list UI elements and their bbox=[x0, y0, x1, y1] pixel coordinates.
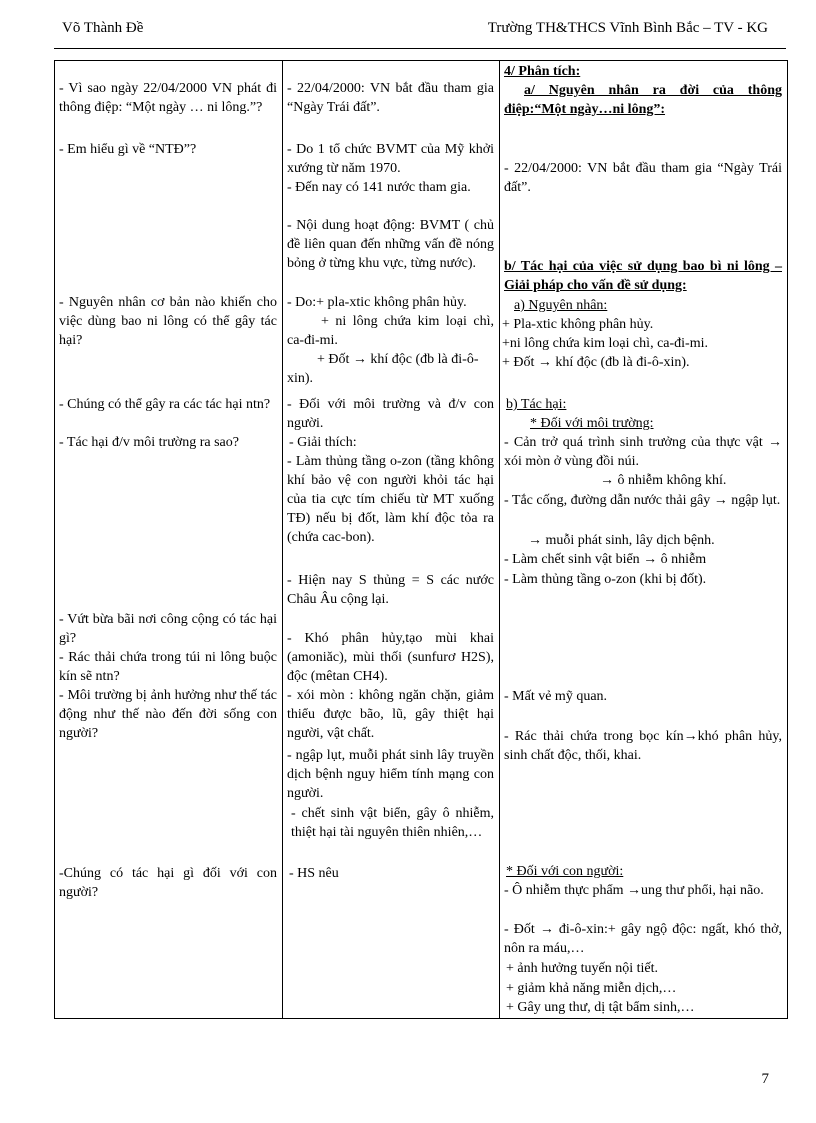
environment-1b: → ô nhiễm không khí. bbox=[600, 473, 727, 488]
human-4: + giảm khả năng miễn dịch,… bbox=[506, 981, 677, 996]
answer-10: - Làm thủng tầng o-zon (tầng không khí bảo vệ con người khỏi tác hại của tia cực tím chiếu từ MT xuống TĐ) nếu bị đốt, làm khí độc tỏa ra (chứa cac-bon). bbox=[287, 454, 494, 545]
cause-2: +ni lông chứa kim loại chì, ca-đi-mi. bbox=[502, 336, 708, 351]
answer-1: - 22/04/2000: VN bắt đầu tham gia “Ngày Trái đất”. bbox=[287, 81, 494, 115]
answer-15: - chết sinh vật biển, gây ô nhiễm, thiệt hại tài nguyên thiên nhiên,… bbox=[291, 806, 494, 840]
header-divider bbox=[54, 48, 786, 49]
answer-8: - Đối với môi trường và đ/v con người. bbox=[287, 397, 494, 431]
lesson-table bbox=[54, 60, 788, 1019]
section-title: 4/ Phân tích: bbox=[504, 64, 581, 79]
human-2: - Đốt → đi-ô-xin:+ gây ngộ độc: ngất, khó thở, nôn ra máu,… bbox=[504, 922, 782, 956]
environment-title: * Đối với môi trường: bbox=[530, 416, 654, 431]
question-3: - Nguyên nhân cơ bản nào khiến cho việc dùng bao ni lông có thể gây tác hại? bbox=[59, 295, 277, 348]
question-5: - Tác hại đ/v môi trường ra sao? bbox=[59, 435, 239, 450]
answer-3: - Đến nay có 141 nước tham gia. bbox=[287, 180, 471, 195]
answer-16: - HS nêu bbox=[289, 866, 339, 881]
human-title: * Đối với con người: bbox=[506, 864, 624, 879]
question-2: - Em hiểu gì về “NTĐ”? bbox=[59, 142, 197, 157]
environment-2b: → muỗi phát sinh, lây dịch bệnh. bbox=[528, 533, 715, 548]
answer-13: - xói mòn : không ngăn chặn, giảm thiểu được bão, lũ, gây thiệt hại người, vật chất. bbox=[287, 688, 494, 741]
question-1: - Vì sao ngày 22/04/2000 VN phát đi thông điệp: “Một ngày … ni lông.”? bbox=[59, 81, 277, 115]
question-7: - Rác thải chứa trong túi ni lông buộc kín sẽ ntn? bbox=[59, 650, 277, 684]
cause-1: + Pla-xtic không phân hủy. bbox=[502, 317, 654, 332]
environment-4: - Làm thủng tầng o-zon (khi bị đốt). bbox=[504, 572, 707, 587]
question-9: -Chúng có tác hại gì đối với con người? bbox=[59, 866, 277, 900]
answer-9: - Giải thích: bbox=[289, 435, 357, 450]
column-answers bbox=[283, 61, 500, 1019]
subsection-a-text: - 22/04/2000: VN bắt đầu tham gia “Ngày Trái đất”. bbox=[504, 161, 782, 195]
environment-6: - Rác thải chứa trong bọc kín→khó phân hủy, sinh chất độc, thối, khai. bbox=[504, 729, 782, 763]
harm-title: b) Tác hại: bbox=[506, 397, 567, 412]
question-8: - Môi trường bị ảnh hưởng như thế tác động như thế nào đến đời sống con người? bbox=[59, 688, 277, 741]
cause-title: a) Nguyên nhân: bbox=[514, 298, 608, 313]
subsection-b-title: b/ Tác hại của việc sử dụng bao bì ni lông – Giải pháp cho vấn đề sử dụng: bbox=[504, 259, 782, 293]
answer-14: - ngập lụt, muỗi phát sinh lây truyền dịch bệnh nguy hiểm tính mạng con người. bbox=[287, 748, 494, 801]
cause-3: + Đốt → khí độc (đb là đi-ô-xin). bbox=[502, 355, 690, 370]
column-notes bbox=[500, 61, 788, 1019]
answer-4: - Nội dung hoạt động: BVMT ( chủ đề liên quan đến những vấn đề nóng bỏng ở từng khu vực, từng nước). bbox=[287, 218, 494, 271]
environment-1: - Cản trở quá trình sinh trưởng của thực vật → xói mòn ở vùng đồi núi. bbox=[504, 435, 782, 469]
environment-3: - Làm chết sinh vật biển → ô nhiễm bbox=[504, 552, 707, 567]
question-6: - Vứt bừa bãi nơi công cộng có tác hại gì? bbox=[59, 612, 277, 646]
page-number: 7 bbox=[761, 1071, 769, 1087]
environment-2: - Tắc cống, đường dẫn nước thải gây → ngập lụt. bbox=[504, 493, 781, 508]
header-school: Trường TH&THCS Vĩnh Bình Bắc – TV - KG bbox=[487, 20, 768, 36]
human-1: - Ô nhiễm thực phẩm →ung thư phổi, hại não. bbox=[504, 883, 764, 898]
human-5: + Gây ung thư, dị tật bẩm sinh,… bbox=[506, 1000, 695, 1015]
answer-11: - Hiện nay S thủng = S các nước Châu Âu cộng lại. bbox=[287, 573, 494, 607]
question-4: - Chúng có thể gây ra các tác hại ntn? bbox=[59, 397, 271, 412]
answer-12: - Khó phân hủy,tạo mùi khai (amoniăc), mùi thối (sunfurơ H2S), độc (mêtan CH4). bbox=[287, 631, 494, 684]
environment-5: - Mất vẻ mỹ quan. bbox=[504, 689, 608, 704]
subsection-a-title: a/ Nguyên nhân ra đời của thông điệp:“Một ngày…ni lông”: bbox=[504, 83, 782, 117]
answer-5: - Do:+ pla-xtic không phân hủy. bbox=[287, 295, 467, 310]
human-3: + ảnh hưởng tuyến nội tiết. bbox=[506, 961, 658, 976]
answer-6: + ni lông chứa kim loại chì, ca-đi-mi. bbox=[287, 314, 494, 348]
header-author: Võ Thành Đề bbox=[62, 20, 144, 36]
answer-7: + Đốt → khí độc (đb là đi-ô-xin). bbox=[287, 352, 479, 386]
column-questions bbox=[55, 61, 283, 1019]
answer-2: - Do 1 tổ chức BVMT của Mỹ khởi xướng từ năm 1970. bbox=[287, 142, 494, 176]
